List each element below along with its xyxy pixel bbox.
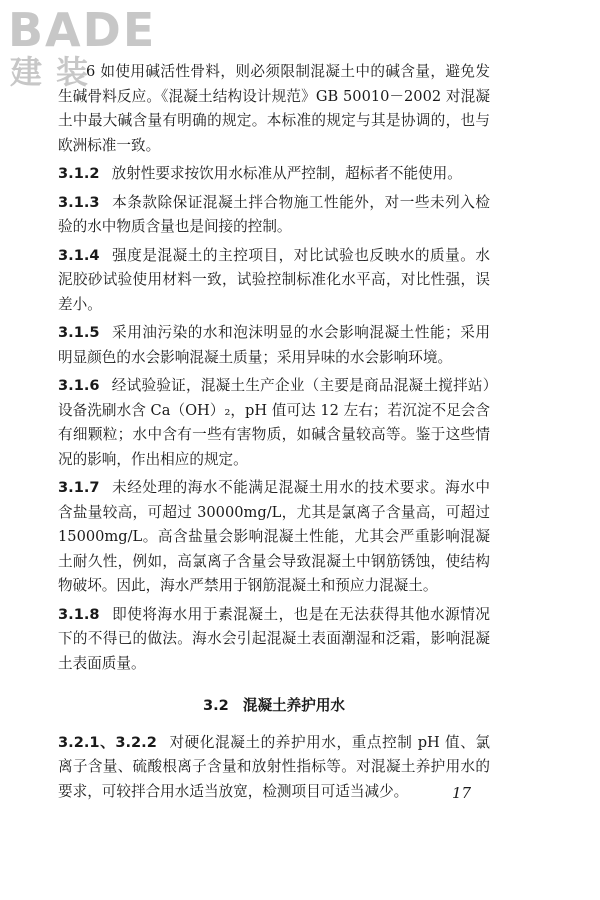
clause-number: 3.1.7 — [58, 479, 100, 496]
section-heading — [58, 694, 490, 719]
clause-number: 3.1.4 — [58, 246, 100, 264]
watermark-brand: BADE — [8, 3, 157, 57]
clause-3-2-1-3-2-2 — [58, 731, 490, 805]
document-page — [58, 60, 490, 808]
clause-number: 3.1.6 — [58, 377, 100, 394]
clause-3-1-4 — [58, 244, 490, 318]
clause-3-1-3 — [58, 191, 490, 240]
clause-3-1-2 — [58, 162, 490, 187]
clause-text: 未经处理的海水不能满足混凝土用水的技术要求。海水中含盐量较高，可超过 30000mg/L，尤其是氯离子含量高，可超过 15000mg/L。高含盐量会影响混凝土性能，尤其会严重影响混凝土耐久性，例如，高氯离子含量会导致混凝土中钢筋锈蚀，使结构物破坏。因此，海水严禁用于钢筋混凝土和预应力混凝土。 — [58, 479, 490, 594]
clause-number: 3.1.5 — [58, 324, 100, 341]
section-title: 混凝土养护用水 — [242, 697, 346, 714]
clause-3-1-5 — [58, 321, 490, 370]
page-number: 17 — [452, 784, 472, 802]
clause-text: 经试验验证，混凝土生产企业（主要是商品混凝土搅拌站）设备洗刷水含 Ca（OH）₂，pH 值可达 12 左右；若沉淀不足会含有细颗粒；水中含有一些有害物质，如碱含量较高等。鉴于这些情况的影响，作出相应的规定。 — [58, 377, 490, 468]
watermark-subtext: 建装 — [10, 53, 103, 91]
clause-number: 3.1.8 — [58, 605, 100, 623]
clause-text: 放射性要求按饮用水标准从严控制，超标者不能使用。 — [111, 165, 462, 182]
clause-text: 强度是混凝土的主控项目，对比试验也反映水的质量。水泥胶砂试验使用材料一致，试验控制标准化水平高，对比性强，误差小。 — [58, 246, 490, 313]
clause-number: 3.1.2 — [58, 165, 100, 182]
clause-number: 3.2.1、3.2.2 — [58, 733, 157, 751]
clause-text: 采用油污染的水和泡沫明显的水会影响混凝土性能；采用明显颜色的水会影响混凝土质量；采用异味的水会影响环境。 — [58, 324, 490, 366]
clause-text: 本条款除保证混凝土拌合物施工性能外，对一些未列入检验的水中物质含量也是间接的控制。 — [58, 193, 490, 235]
paragraph-text: 6 如使用碱活性骨料，则必须限制混凝土中的碱含量，避免发生碱骨料反应。《混凝土结构设计规范》GB 50010－2002 对混凝土中最大碱含量有明确的规定。本标准的规定与其是协调的，也与欧洲标准一致。 — [58, 63, 490, 154]
section-number: 3.2 — [202, 697, 229, 714]
paragraph-item-6 — [58, 60, 490, 158]
clause-number: 3.1.3 — [58, 193, 100, 211]
clause-text: 即使将海水用于素混凝土，也是在无法获得其他水源情况下的不得已的做法。海水会引起混凝土表面潮湿和泛霜，影响混凝土表面质量。 — [58, 605, 490, 672]
clause-3-1-7 — [58, 476, 490, 599]
clause-3-1-8 — [58, 603, 490, 677]
clause-3-1-6 — [58, 374, 490, 472]
clause-text: 对硬化混凝土的养护用水，重点控制 pH 值、氯离子含量、硫酸根离子含量和放射性指标等。对混凝土养护用水的要求，可较拌合用水适当放宽，检测项目可适当减少。 — [58, 733, 490, 800]
